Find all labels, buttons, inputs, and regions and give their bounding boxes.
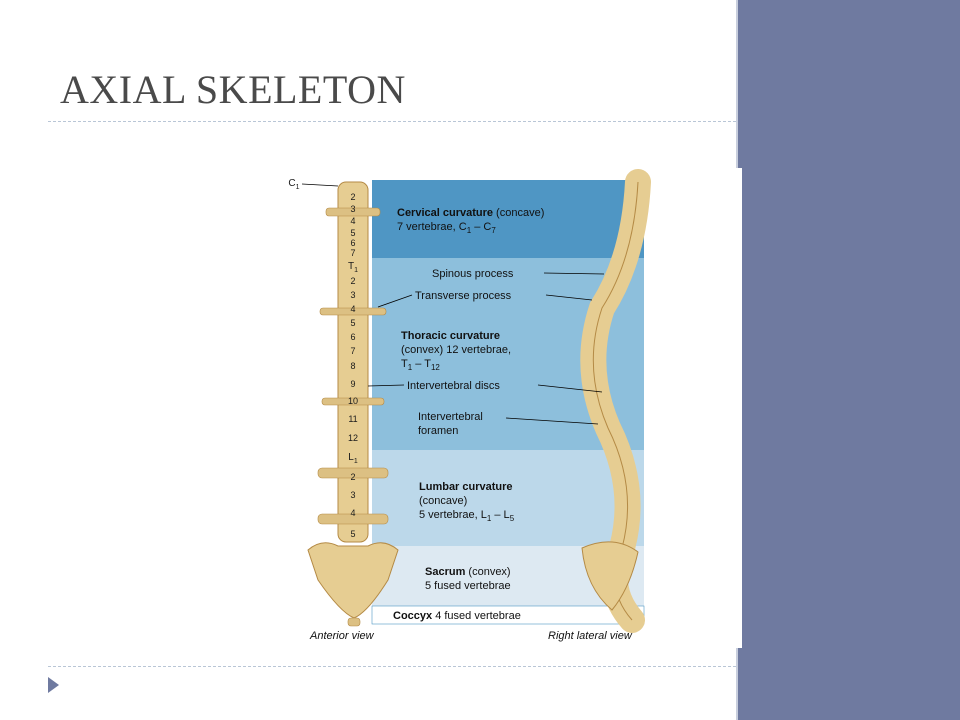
sacrum-region-line-1: Sacrum (convex)	[425, 566, 511, 578]
lumbar-region-line-2: (concave)	[419, 495, 468, 507]
spine-figure	[282, 168, 742, 648]
vertebra-l4-label: 4	[350, 508, 356, 518]
footer-arrow-icon	[48, 677, 59, 693]
vertebra-l2-label: 2	[350, 472, 356, 482]
sacrum-region-line-2: 5 fused vertebrae	[425, 580, 511, 592]
vertebra-t10-label: 10	[347, 396, 359, 406]
spinous-process-label: Spinous process	[432, 268, 514, 280]
vertebra-c5-label: 5	[350, 228, 356, 238]
vertebra-t4-label: 4	[350, 304, 356, 314]
intervertebral-discs-label: Intervertebral discs	[407, 380, 500, 392]
intervertebral-foramen-label-line-2: foramen	[418, 425, 459, 437]
c1-leader-line	[302, 184, 338, 186]
vertebra-c4-label: 4	[350, 216, 356, 226]
lateral-view-caption: Right lateral view	[548, 630, 632, 642]
intervertebral-foramen-label-line-1: Intervertebral	[418, 411, 483, 423]
vertebra-t6-label: 6	[350, 332, 356, 342]
thoracic-region-line-2: (convex) 12 vertebrae,	[401, 344, 512, 356]
vertebra-l1-label: $L_1$	[348, 452, 358, 465]
vertebra-c1-label: $C_1$	[288, 178, 300, 191]
vertebra-t1-label: $T_1$	[347, 261, 359, 274]
transverse-process-label: Transverse process	[415, 290, 512, 302]
vertebra-t3-label: 3	[350, 290, 356, 300]
anterior-view-caption: Anterior view	[310, 630, 374, 642]
vertebra-c6-label: 6	[350, 238, 356, 248]
cervical-region-line-1: Cervical curvature (concave)	[397, 207, 545, 219]
vertebra-t5-label: 5	[350, 318, 356, 328]
slide-title: AXIAL SKELETON	[60, 67, 406, 112]
lumbar-region-line-3: 5 vertebrae, $L_1 - L_5$	[419, 509, 515, 523]
vertebra-l3-label: 3	[350, 490, 356, 500]
title-divider	[48, 121, 736, 122]
accent-side-bar	[736, 0, 960, 720]
vertebra-c3-label: 3	[350, 204, 356, 214]
vertebra-t8-label: 8	[350, 361, 356, 371]
vertebra-c2-label: 2	[350, 192, 356, 202]
lumbar-region-band	[372, 450, 644, 546]
lumbar-region-line-1: Lumbar curvature	[419, 481, 513, 493]
vertebra-t11-label: 11	[348, 414, 358, 424]
vertebra-t12-label: 12	[347, 433, 359, 443]
footer-divider	[48, 666, 736, 667]
spine-diagram	[282, 168, 742, 648]
thoracic-region-line-1: Thoracic curvature	[401, 330, 501, 342]
coccyx-region-line: Coccyx 4 fused vertebrae	[393, 610, 521, 622]
vertebra-l5-label: 5	[350, 529, 356, 539]
vertebra-t7-label: 7	[350, 346, 356, 356]
vertebra-t2-label: 2	[350, 276, 356, 286]
vertebra-c7-label: 7	[350, 248, 356, 258]
vertebra-t9-label: 9	[350, 379, 356, 389]
cervical-region-line-2: 7 vertebrae, $C_1 - C_7$	[397, 221, 496, 235]
cervical-region-band	[372, 180, 644, 258]
thoracic-region-line-3: $T_1 - T_{12}$	[401, 358, 440, 372]
